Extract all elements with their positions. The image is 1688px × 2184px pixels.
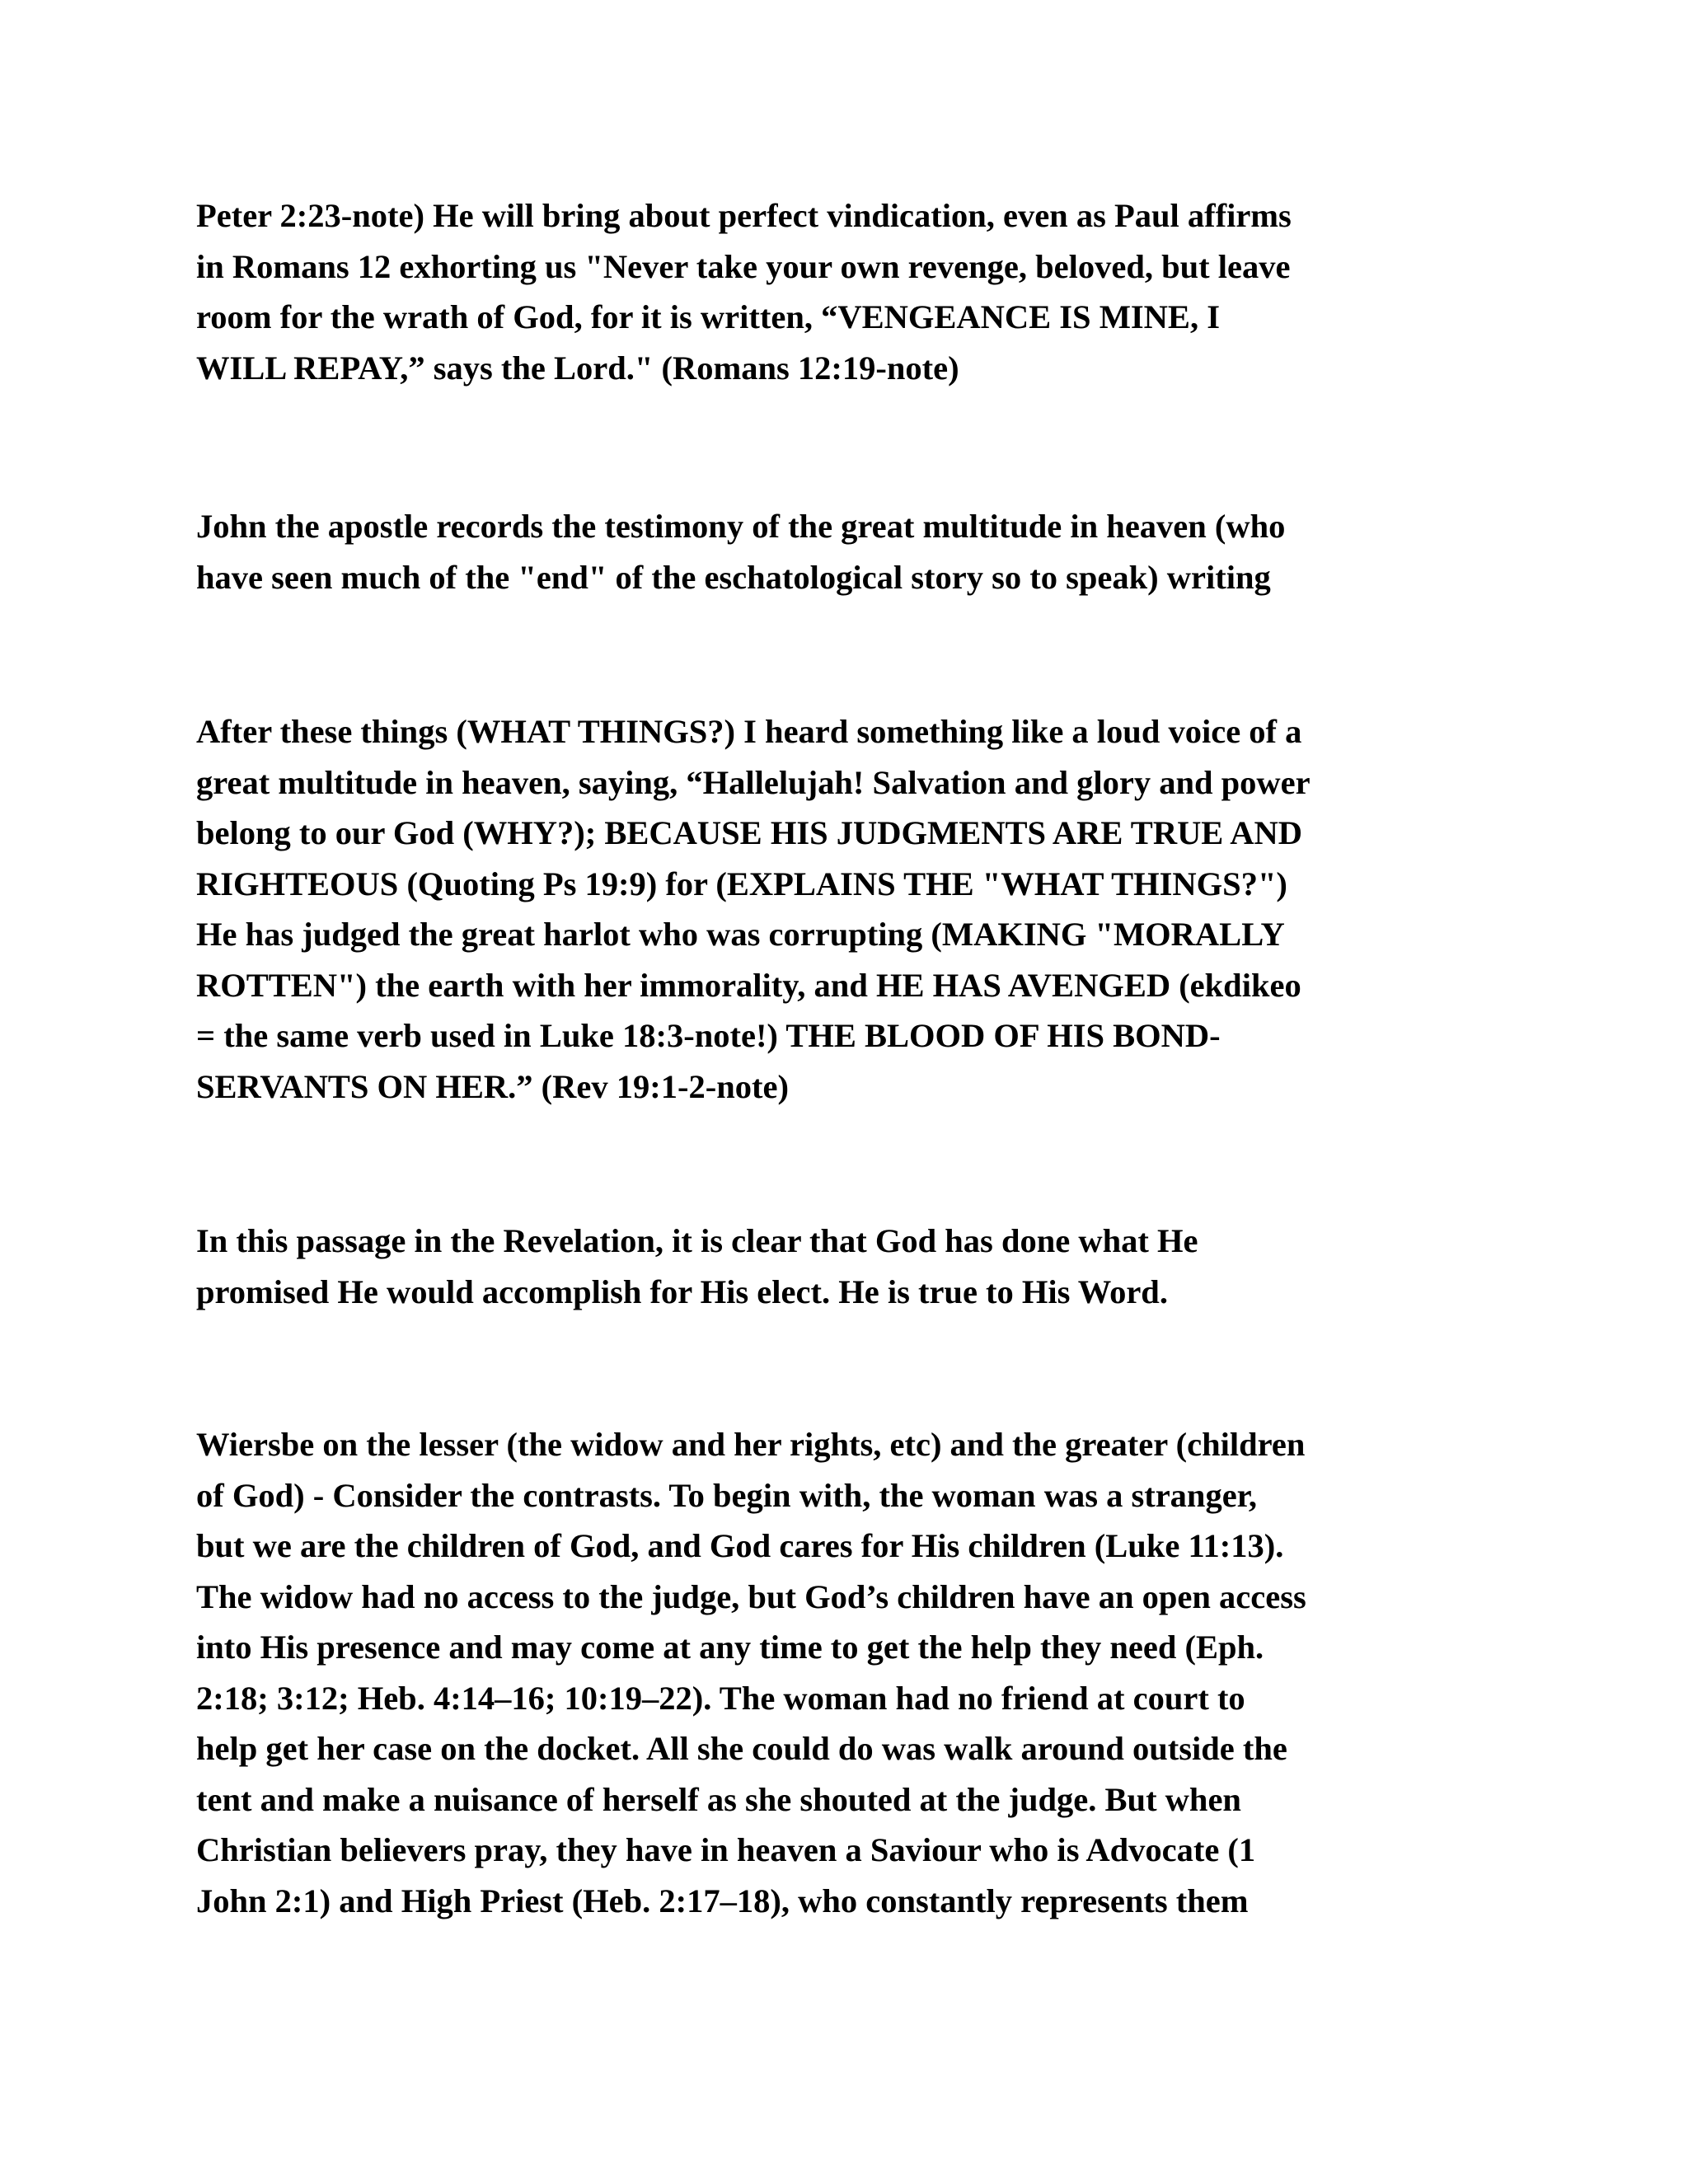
paragraph-wiersbe <box>196 1419 1531 1926</box>
text-line: John 2:1) and High Priest (Heb. 2:17–18), who constantly represents them <box>196 1882 1249 1919</box>
text-line: ROTTEN") the earth with her immorality, and HE HAS AVENGED (ekdikeo <box>196 966 1301 1004</box>
paragraph-revelation-commentary <box>196 1216 1531 1317</box>
paragraph-vengeance <box>196 190 1531 393</box>
text-line: Peter 2:23-note) He will bring about perfect vindication, even as Paul affirms <box>196 197 1292 234</box>
text-line: room for the wrath of God, for it is written, “VENGEANCE IS MINE, I <box>196 298 1220 335</box>
text-line: He has judged the great harlot who was corrupting (MAKING "MORALLY <box>196 916 1285 953</box>
text-line: SERVANTS ON HER.” (Rev 19:1-2-note) <box>196 1067 789 1105</box>
text-line: = the same verb used in Luke 18:3-note!) THE BLOOD OF HIS BOND- <box>196 1017 1221 1054</box>
text-line: into His presence and may come at any time to get the help they need (Eph. <box>196 1629 1264 1666</box>
text-line: but we are the children of God, and God cares for His children (Luke 11:13). <box>196 1527 1284 1564</box>
text-line: tent and make a nuisance of herself as she shouted at the judge. But when <box>196 1780 1241 1818</box>
text-line: The widow had no access to the judge, but God’s children have an open access <box>196 1577 1306 1615</box>
text-line: 2:18; 3:12; Heb. 4:14–16; 10:19–22). The woman had no friend at court to <box>196 1679 1245 1717</box>
text-line: Christian believers pray, they have in heaven a Saviour who is Advocate (1 <box>196 1831 1256 1868</box>
text-line: RIGHTEOUS (Quoting Ps 19:9) for (EXPLAINS THE "WHAT THINGS?") <box>196 865 1287 902</box>
text-line: of God) - Consider the contrasts. To begin with, the woman was a stranger, <box>196 1476 1258 1514</box>
text-line: great multitude in heaven, saying, “Hallelujah! Salvation and glory and power <box>196 763 1311 801</box>
text-line: help get her case on the docket. All she could do was walk around outside the <box>196 1730 1287 1767</box>
text-line: WILL REPAY,” says the Lord." (Romans 12:19-note) <box>196 349 959 387</box>
text-line: John the apostle records the testimony of the great multitude in heaven (who <box>196 508 1286 545</box>
text-line: After these things (WHAT THINGS?) I heard something like a loud voice of a <box>196 713 1302 750</box>
text-line: In this passage in the Revelation, it is clear that God has done what He <box>196 1222 1198 1259</box>
text-line: in Romans 12 exhorting us "Never take your own revenge, beloved, but leave <box>196 247 1291 285</box>
text-line: have seen much of the "end" of the eschatological story so to speak) writing <box>196 558 1271 596</box>
text-line: belong to our God (WHY?); BECAUSE HIS JUDGMENTS ARE TRUE AND <box>196 814 1302 851</box>
text-line: Wiersbe on the lesser (the widow and her rights, etc) and the greater (children <box>196 1426 1306 1463</box>
paragraph-revelation-quote <box>196 706 1531 1112</box>
text-line: promised He would accomplish for His elect. He is true to His Word. <box>196 1272 1168 1310</box>
paragraph-john-testimony <box>196 501 1531 602</box>
